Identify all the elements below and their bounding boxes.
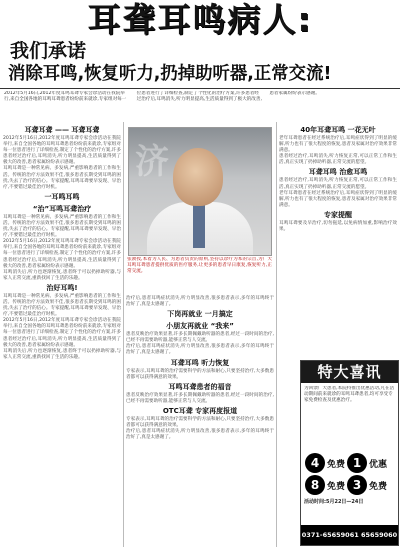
offer-badge: 1: [347, 453, 367, 473]
article-text: 2012年5月16日,2012年度耳鸣耳聋专家会诊活动在我院举行,来自全国各地的耳鸣耳聋患者纷纷前来就诊,专家组对每一位患者进行了详细检查,制定了个性化的治疗方案,许多患者经过治疗后,耳鸣消失,听力明显提高,生活质量得到了极大的改善,患者家属纷纷表示感谢。: [3, 239, 121, 269]
column-divider: [276, 122, 277, 547]
article-text: 患者反映治疗效果显著,许多长期佩戴助听器的患者,经过一段时间的治疗,已经不再需要助听器,能够正常与人交流。: [126, 392, 274, 404]
offer-badge: 3: [347, 475, 367, 495]
announcement-body: 为回馈广大患者,本院特推出优惠活动,凡在活动期间前来就诊的耳鸣耳聋患者,均可享受专家免费检查及优惠治疗。: [304, 386, 395, 403]
article-text: 老年耳聋患者在经过系统治疗后,耳鸣症状得到了明显的缓解,听力也有了很大程度的恢复,患者及家属对治疗效果非常满意。: [279, 190, 397, 208]
offer-label: 免费: [369, 481, 388, 492]
article-text: 治疗后,患者耳鸣症状消失,听力明显改善,很多患者表示,多年的耳鸣终于治好了,真是太感谢了。: [126, 429, 274, 441]
section-title: 耳聋耳鸣 治愈耳鸣: [308, 168, 368, 177]
badge-row: [305, 475, 395, 495]
photo-tie: [193, 204, 205, 248]
intro-paragraph: 2012年5月16日,2012年度耳鸣耳聋专家会诊活动在我院举行,来自全国各地的耳鸣耳聋患者纷纷前来就诊,专家组对每一位患者进行了详细检查,制定了个性化的治疗方案,许多患者经过治疗后,耳鸣消失,听力明显提高,生活质量得到了极大的改善,患者家属纷纷表示感谢。: [4, 91, 320, 102]
section-title: 耳聋耳鸣 听力恢复: [170, 358, 230, 367]
article-text: 耳鸣耳聋是一种常见病、多发病,严重影响患者的工作和生活。传统的治疗方法效果不佳,很多患者长期受到耳鸣的困扰,失去了治疗的信心。专家提醒,耳鸣耳聋要早发现、早治疗,不要错过最佳治疗时机。: [3, 166, 121, 190]
article-text: 耳鸣耳聋要及早治疗,切勿拖延,以免病情加重,影响治疗效果。: [279, 220, 397, 233]
announcement-box: [300, 360, 399, 546]
article-text: 老年耳聋患者在经过系统治疗后,耳鸣症状得到了明显的缓解,听力也有了很大程度的恢复,患者及家属对治疗效果非常满意。: [279, 136, 397, 154]
headline: 耳聋耳鸣病人:: [87, 0, 313, 39]
article-text: 患者经过治疗,耳鸣消失,听力恢复正常,可以正常工作和生活,真正实现了扔掉助听器,正常交流的愿望。: [279, 154, 397, 166]
subheadline: 消除耳鸣,恢复听力,扔掉助听器,正常交流!: [8, 64, 332, 84]
offer-label: 免费: [327, 481, 346, 492]
top-rule: [0, 88, 400, 89]
offer-label: 优惠: [369, 459, 388, 470]
article-text: 专家表示,耳鸣耳聋的治疗需要科学的方法和耐心,只要坚持治疗,大多数患者都可以获得满意的效果。: [126, 368, 274, 380]
section-title: “治”耳鸣耳聋治疗: [32, 204, 92, 213]
article-text: 2012年5月16日,2012年度耳鸣耳聋专家会诊活动在我院举行,来自全国各地的耳鸣耳聋患者纷纷前来就诊,专家组对每一位患者进行了详细检查,制定了个性化的治疗方案,许多患者经过治疗后,耳鸣消失,听力明显提高,生活质量得到了极大的改善,患者家属纷纷表示感谢。: [3, 136, 121, 166]
article-text: 患者经过治疗,耳鸣消失,听力恢复正常,可以正常工作和生活,真正实现了扔掉助听器,正常交流的愿望。: [279, 178, 397, 190]
announcement-title: 特大喜讯: [301, 361, 398, 383]
article-text: 治疗后,患者耳鸣症状消失,听力明显改善,很多患者表示,多年的耳鸣终于治好了,真是太感谢了。: [126, 344, 274, 356]
offer-badge: 4: [305, 453, 325, 473]
photo-background-lettering: 济: [135, 142, 171, 182]
article-text: 治疗后,患者耳鸣症状消失,听力明显改善,很多患者表示,多年的耳鸣终于治好了,真是太感谢了。: [126, 296, 274, 308]
article-text: 耳鸣耳聋是一种常见病、多发病,严重影响患者的工作和生活。传统的治疗方法效果不佳,很多患者长期受到耳鸣的困扰,失去了治疗的信心。专家提醒,耳鸣耳聋要早发现、早治疗,不要错过最佳治疗时机。: [3, 293, 121, 318]
article-text: 耳鸣消失后,听力也逐渐恢复,患者终于可以扔掉助听器,与家人正常交流,重新找回了生活的乐趣。: [3, 269, 121, 281]
column-divider: [123, 122, 124, 547]
badge-row: [305, 453, 395, 473]
article-text: 2012年5月16日,2012年度耳鸣耳聋专家会诊活动在我院举行,来自全国各地的耳鸣耳聋患者纷纷前来就诊,专家组对每一位患者进行了详细检查,制定了个性化的治疗方案,许多患者经过治疗后,耳鸣消失,听力明显提高,生活质量得到了极大的改善,患者家属纷纷表示感谢。: [3, 318, 121, 348]
article-text: 专家表示,耳鸣耳聋的治疗需要科学的方法和耐心,只要坚持治疗,大多数患者都可以获得满意的效果。: [126, 416, 274, 429]
offer-badge: 8: [305, 475, 325, 495]
section-title: 40年耳聋耳鸣 一花无叶: [300, 126, 376, 134]
section-title: 小朋友再就业 “我来”: [166, 322, 234, 331]
article-text: 耳鸣耳聋是一种常见病、多发病,严重影响患者的工作和生活。传统的治疗方法效果不佳,很多患者长期受到耳鸣的困扰,失去了治疗的信心。专家提醒,耳鸣耳聋要早发现、早治疗,不要错过最佳治疗时机。: [3, 214, 121, 239]
doctor-photo: [128, 127, 272, 256]
section-title: 耳聋耳聋 —— 耳聋耳聋: [24, 126, 100, 134]
article-text: 耳鸣消失后,听力也逐渐恢复,患者终于可以扔掉助听器,与家人正常交流,重新找回了生活的乐趣。: [3, 348, 121, 360]
article-text: 患者反映治疗效果显著,许多长期佩戴助听器的患者,经过一段时间的治疗,已经不再需要助听器,能够正常与人交流。: [126, 332, 274, 344]
section-title: 耳鸣耳聋患者的福音: [168, 382, 232, 391]
section-title: 治好耳鸣!: [46, 283, 78, 292]
photo-caption: 张教授,本着为人民、为患者负责的原则,坚持以诊疗为本的宗旨,为广大耳鸣耳聋患者提供优质的医疗服务,让更多的患者早日康复,恢复听力,正常交流。: [127, 257, 272, 274]
section-title: 下岗再就业 一月搞定: [167, 310, 233, 319]
section-title: 专家提醒: [324, 210, 352, 219]
event-dates: 活动时间:5月22日—24日: [304, 499, 364, 505]
photo-head: [173, 148, 223, 206]
promise-line: 我们承诺: [10, 40, 87, 62]
section-title: 一耳鸣耳鸣: [44, 192, 80, 201]
offer-badges: [305, 453, 395, 497]
left-column: [3, 124, 121, 546]
offer-label: 免费: [327, 459, 346, 470]
hotline-number: 0371-65659061 65659060: [301, 525, 398, 545]
section-title: OTC耳聋 专家再度报道: [162, 406, 238, 415]
